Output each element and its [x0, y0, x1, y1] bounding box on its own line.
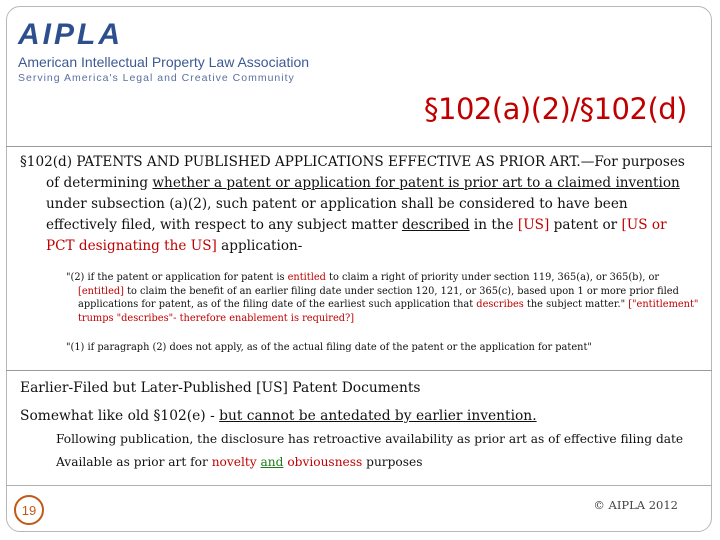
middle-divider: [6, 370, 712, 371]
quote-red-term: entitled: [287, 272, 326, 283]
para-red-bracket: [US or PCT designating the US]: [46, 217, 667, 254]
copyright-text: © AIPLA 2012: [593, 498, 678, 512]
quote-text: "(2) if the patent or application for patent is: [66, 272, 288, 283]
line-text: Somewhat like old §102(e) -: [20, 408, 220, 424]
lower-line-retroactive: Following publication, the disclosure has retroactive availability as prior art as of effective filing date: [56, 432, 684, 446]
lower-line-antedate: [20, 408, 537, 424]
logo-wordmark: AIPLA: [18, 18, 123, 51]
aipla-logo: [18, 20, 309, 84]
quote-red-term: [entitled]: [78, 285, 124, 297]
obviousness-term: obviousness: [287, 455, 363, 469]
para-text: under subsection (a)(2), such patent or application shall be considered to have been effectively filed, with respect to any subject matter: [46, 196, 628, 233]
org-name: American Intellectual Property Law Association: [18, 54, 310, 70]
subsection-2-quote: [66, 271, 706, 325]
quote-text: to claim a right of priority under section 119, 365(a), or 365(b), or: [325, 272, 660, 283]
line-text: purposes: [362, 455, 423, 469]
slide-title: §102(a)(2)/§102(d): [424, 92, 687, 126]
quote-text: the subject matter.": [523, 299, 629, 311]
para-underlined-word: described: [401, 217, 470, 233]
slide-frame: [6, 6, 712, 532]
top-divider: [6, 146, 712, 147]
org-tagline: Serving America's Legal and Creative Community: [18, 72, 295, 84]
and-term: and: [260, 455, 284, 469]
line-underlined: but cannot be antedated by earlier invention.: [219, 408, 537, 424]
statute-paragraph: [20, 152, 690, 257]
para-text: application-: [216, 238, 303, 254]
quote-red-term: describes: [476, 299, 524, 311]
subsection-1-quote: "(1) if paragraph (2) does not apply, as of the actual filing date of the patent or the application for patent": [66, 342, 592, 353]
para-underlined-phrase: whether a patent or application for patent is prior art to a claimed invention: [152, 175, 680, 191]
para-text: §102(d) PATENTS AND PUBLISHED APPLICATIONS EFFECTIVE AS PRIOR ART.—For purposes of determining: [20, 154, 685, 191]
para-text: in the: [469, 217, 518, 233]
footer-divider: [6, 485, 712, 486]
quote-text: to claim the benefit of an earlier filing date under section 120, 121, or 365(c), based upon 1 or more prior filed applications for patent, as of the filing date of the earliest such application that: [78, 285, 679, 311]
lower-line-available: [56, 455, 422, 469]
para-text: patent or: [549, 217, 622, 233]
quote-red-note: ["entitlement" trumps "describes"- therefore enablement is required?]: [78, 299, 699, 324]
page-number-badge: 19: [14, 495, 44, 525]
lower-heading: Earlier-Filed but Later-Published [US] Patent Documents: [20, 380, 421, 396]
line-text: Available as prior art for: [56, 455, 212, 469]
novelty-term: novelty: [211, 455, 257, 469]
para-red-bracket: [US]: [517, 217, 550, 233]
